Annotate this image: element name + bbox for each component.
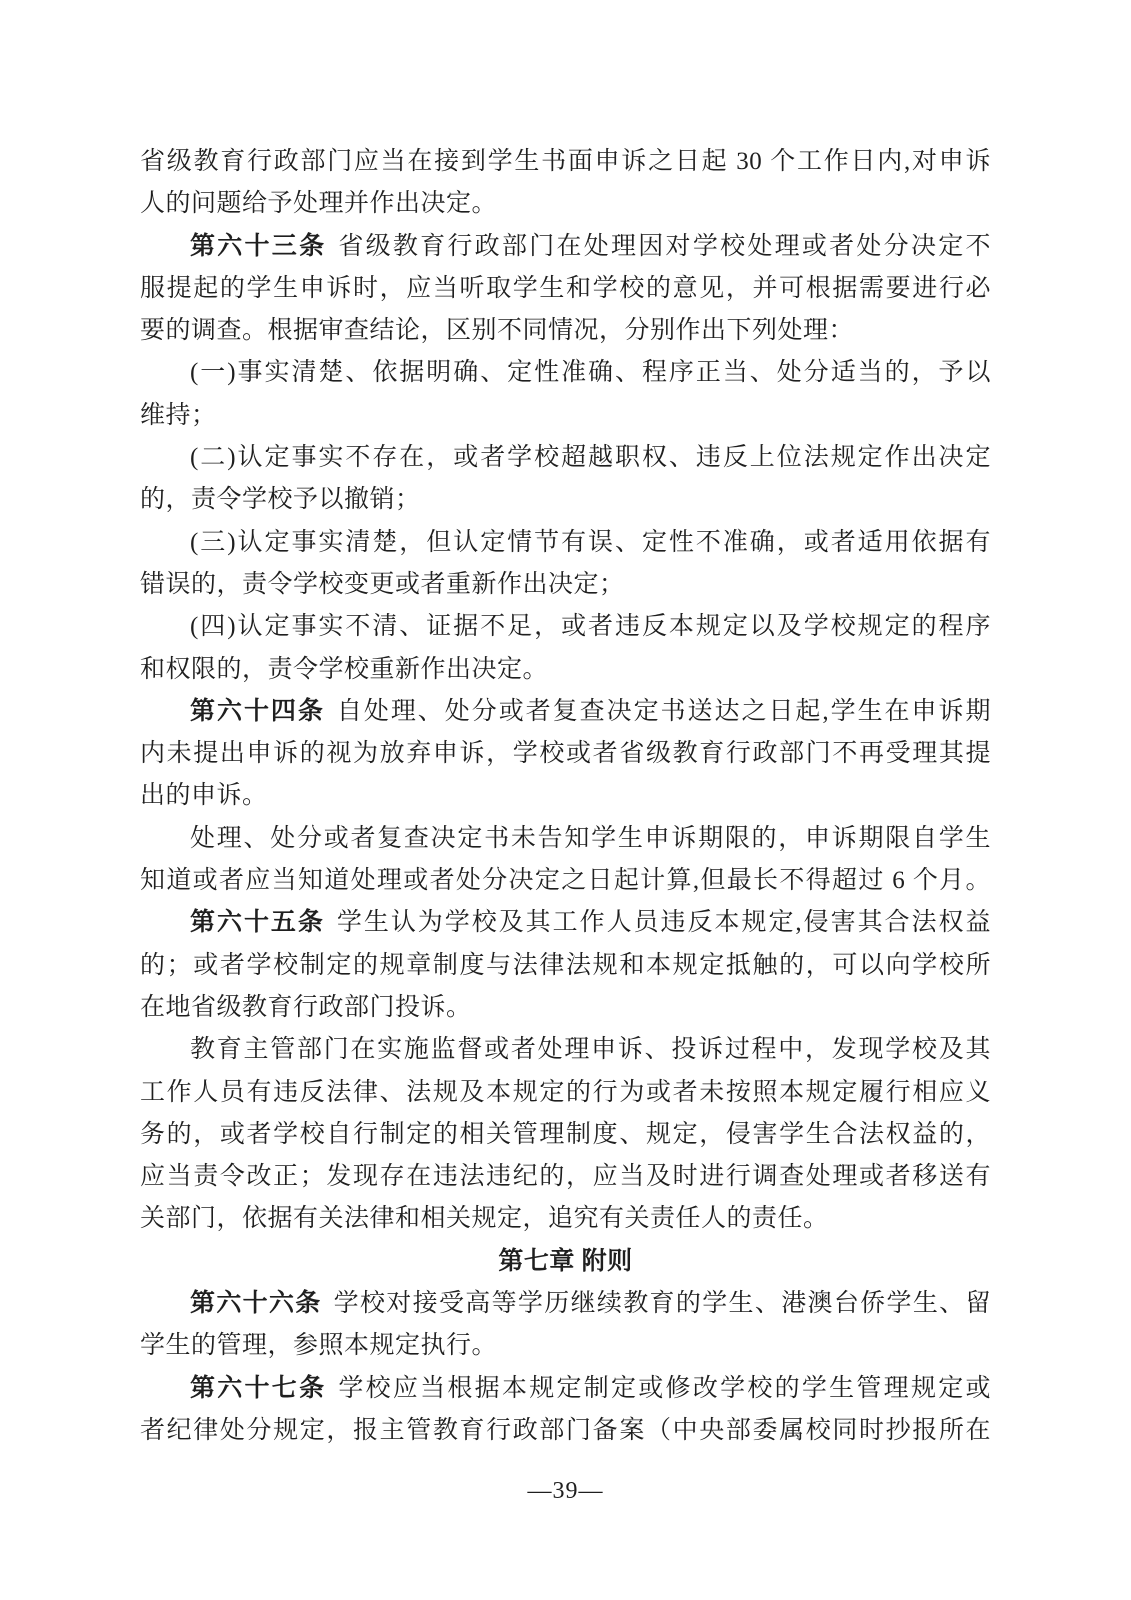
article-number: 第六十三条	[190, 232, 327, 260]
text-line	[140, 775, 991, 817]
text-line	[140, 1368, 991, 1410]
text-line	[140, 564, 991, 606]
line-text: (四)认定事实不清、证据不足，或者违反本规定以及学校规定的程序	[190, 613, 991, 641]
line-text: 应当责令改正；发现存在违法违纪的，应当及时进行调查处理或者移送有	[140, 1163, 991, 1191]
document-body	[140, 141, 991, 1452]
article-number: 第六十七条	[190, 1374, 327, 1402]
line-text: 教育主管部门在实施监督或者处理申诉、投诉过程中，发现学校及其	[190, 1036, 991, 1064]
text-line	[140, 522, 991, 564]
text-line	[140, 818, 991, 860]
text-line	[140, 352, 991, 394]
line-text: (二)认定事实不存在，或者学校超越职权、违反上位法规定作出决定	[190, 444, 991, 472]
line-text: 省级教育行政部门在处理因对学校处理或者处分决定不	[338, 232, 991, 260]
text-line	[140, 310, 991, 352]
text-line	[140, 141, 991, 183]
line-text: 学生认为学校及其工作人员违反本规定,侵害其合法权益	[336, 909, 991, 937]
text-line	[140, 1283, 991, 1325]
chapter-heading	[140, 1241, 991, 1283]
line-text: 务的，或者学校自行制定的相关管理制度、规定，侵害学生合法权益的，	[140, 1120, 991, 1148]
line-text: 关部门，依据有关法律和相关规定，追究有关责任人的责任。	[140, 1205, 829, 1233]
chapter-heading-text: 第七章 附则	[498, 1247, 633, 1275]
text-line	[140, 1072, 991, 1114]
line-text: 学生的管理，参照本规定执行。	[140, 1332, 498, 1360]
line-text: 省级教育行政部门应当在接到学生书面申诉之日起 30 个工作日内,对申诉	[140, 148, 991, 175]
text-line	[140, 1325, 991, 1367]
line-text: (三)认定事实清楚，但认定情节有误、定性不准确，或者适用依据有	[190, 528, 991, 556]
text-line	[140, 945, 991, 987]
line-text: 学校应当根据本规定制定或修改学校的学生管理规定或	[338, 1374, 991, 1402]
text-line	[140, 1114, 991, 1156]
text-line	[140, 1198, 991, 1240]
line-text: 人的问题给予处理并作出决定。	[140, 190, 498, 218]
line-text: 的；或者学校制定的规章制度与法律法规和本规定抵触的，可以向学校所	[140, 951, 991, 979]
line-text: 错误的，责令学校变更或者重新作出决定；	[140, 570, 625, 598]
line-text: 处理、处分或者复查决定书未告知学生申诉期限的，申诉期限自学生	[190, 824, 991, 852]
line-text: 自处理、处分或者复查决定书送达之日起,学生在申诉期	[336, 697, 991, 725]
line-text: 出的申诉。	[140, 782, 268, 810]
line-text: 要的调查。根据审查结论，区别不同情况，分别作出下列处理：	[140, 317, 855, 345]
text-line	[140, 1156, 991, 1198]
line-text: 和权限的，责令学校重新作出决定。	[140, 655, 549, 683]
text-line	[140, 987, 991, 1029]
article-number: 第六十五条	[190, 909, 325, 937]
text-line	[140, 649, 991, 691]
page-number: —39—	[527, 1478, 604, 1504]
line-text: 学校对接受高等学历继续教育的学生、港澳台侨学生、留	[333, 1290, 991, 1318]
text-line	[140, 268, 991, 310]
line-text: (一)事实清楚、依据明确、定性准确、程序正当、处分适当的，予以	[190, 359, 991, 387]
line-text: 者纪律处分规定，报主管教育行政部门备案（中央部委属校同时抄报所在	[140, 1416, 991, 1444]
text-line	[140, 226, 991, 268]
line-text: 内未提出申诉的视为放弃申诉，学校或者省级教育行政部门不再受理其提	[140, 740, 991, 768]
line-text: 知道或者应当知道处理或者处分决定之日起计算,但最长不得超过 6 个月。	[140, 867, 991, 895]
text-line	[140, 437, 991, 479]
line-text: 工作人员有违反法律、法规及本规定的行为或者未按照本规定履行相应义	[140, 1078, 991, 1106]
text-line	[140, 691, 991, 733]
text-line	[140, 902, 991, 944]
line-text: 服提起的学生申诉时，应当听取学生和学校的意见，并可根据需要进行必	[140, 274, 991, 302]
text-line	[140, 479, 991, 521]
text-line	[140, 860, 991, 902]
text-line	[140, 1029, 991, 1071]
article-number: 第六十六条	[190, 1290, 322, 1318]
line-text: 在地省级教育行政部门投诉。	[140, 993, 472, 1021]
line-text: 维持；	[140, 401, 217, 429]
text-line	[140, 395, 991, 437]
text-line	[140, 733, 991, 775]
text-line	[140, 183, 991, 225]
text-line	[140, 606, 991, 648]
line-text: 的，责令学校予以撤销；	[140, 486, 421, 514]
text-line	[140, 1410, 991, 1452]
article-number: 第六十四条	[190, 697, 325, 725]
